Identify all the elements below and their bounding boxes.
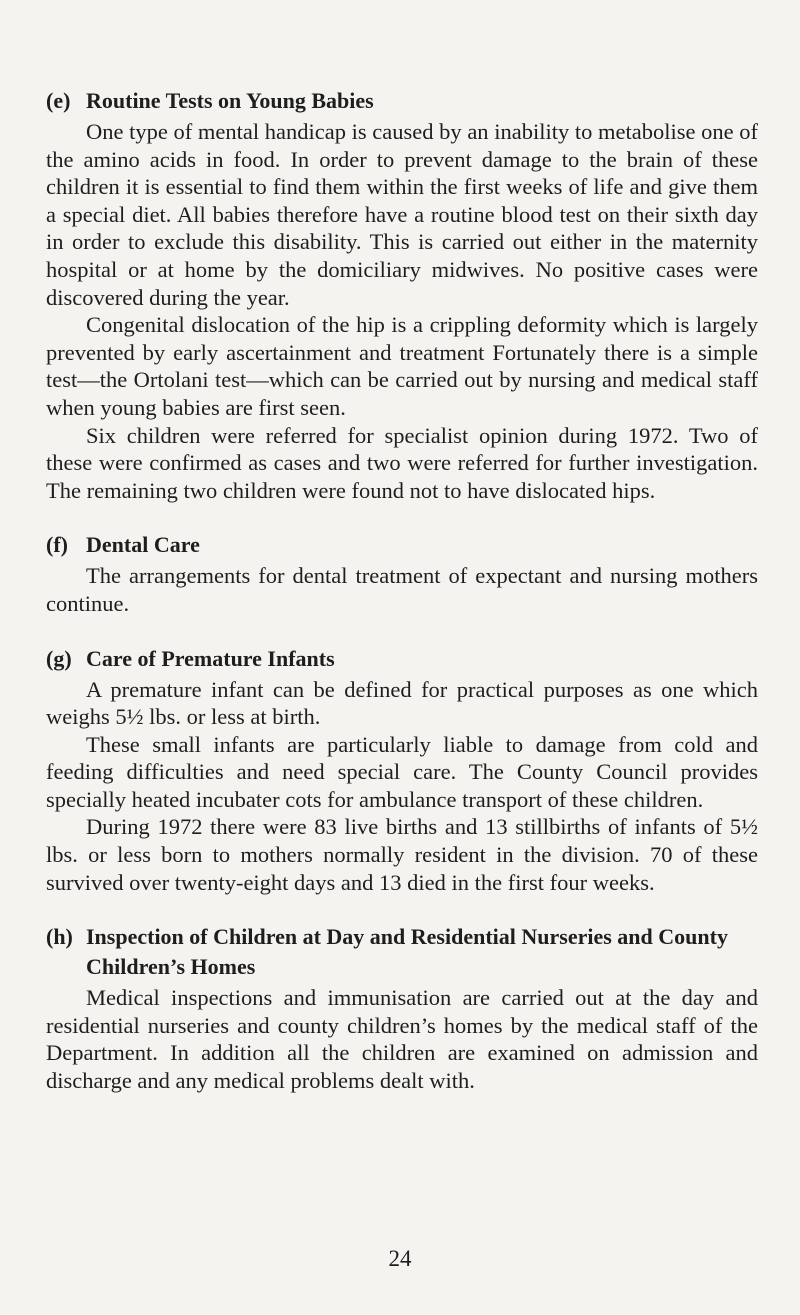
paragraph: Medical inspections and immunisation are carried out at the day and residential nurseries and county children’s homes by the medical staff of the Department. In addition all the children are examined on admission and discharge and any medical problems dealt with. <box>46 985 758 1094</box>
section-title: Care of Premature Infants <box>86 645 335 671</box>
section-heading <box>46 922 758 982</box>
paragraph: Congenital dislocation of the hip is a crippling deformity which is largely prevented by early ascertainment and treatment Fortunately there is a simple test—the Ortolani test—which can be carried out by nursing and medical staff when young babies are first seen. <box>46 312 758 420</box>
section-letter: (f) <box>46 532 68 558</box>
section-letter: (h) <box>46 924 73 950</box>
paragraph: During 1972 there were 83 live births and 13 stillbirths of infants of 5½ lbs. or less born to mothers normally resident in the division. 70 of these survived over twenty-eight days and 13 died in the first four weeks. <box>46 814 758 895</box>
section-title: Routine Tests on Young Babies <box>86 88 374 113</box>
section-title: Inspection of Children at Day and Residential Nurseries and County Children’s Homes <box>86 924 728 980</box>
section-e <box>46 86 758 504</box>
paragraph: One type of mental handicap is caused by an inability to metabolise one of the amino acids in food. In order to prevent damage to the brain of these children it is essential to find them within the first weeks of life and give them a special diet. All babies therefore have a routine blood test on their sixth day in order to exclude this disability. This is carried out either in the maternity hospital or at home by the domiciliary midwives. No positive cases were discovered during the year. <box>46 119 758 310</box>
section-g <box>46 644 758 897</box>
section-title: Dental Care <box>86 532 200 558</box>
section-heading <box>46 86 758 116</box>
paragraph: Six children were referred for specialist opinion during 1972. Two of these were confirmed as cases and two were referred for further investigation. The remaining two children were found not to have dislocated hips. <box>46 422 758 503</box>
page-content <box>46 86 758 1095</box>
section-letter: (e) <box>46 88 71 113</box>
section-heading <box>46 530 758 560</box>
section-f <box>46 530 758 617</box>
section-heading <box>46 644 758 674</box>
section-h <box>46 922 758 1094</box>
paragraph: These small infants are particularly liable to damage from cold and feeding difficulties and need special care. The County Council provides specially heated incubater cots for ambulance transport of these children. <box>46 731 758 812</box>
section-letter: (g) <box>46 645 72 671</box>
paragraph: A premature infant can be defined for practical purposes as one which weighs 5½ lbs. or less at birth. <box>46 676 758 730</box>
page-number: 24 <box>388 1246 412 1271</box>
paragraph: The arrangements for dental treatment of expectant and nursing mothers continue. <box>46 563 758 616</box>
